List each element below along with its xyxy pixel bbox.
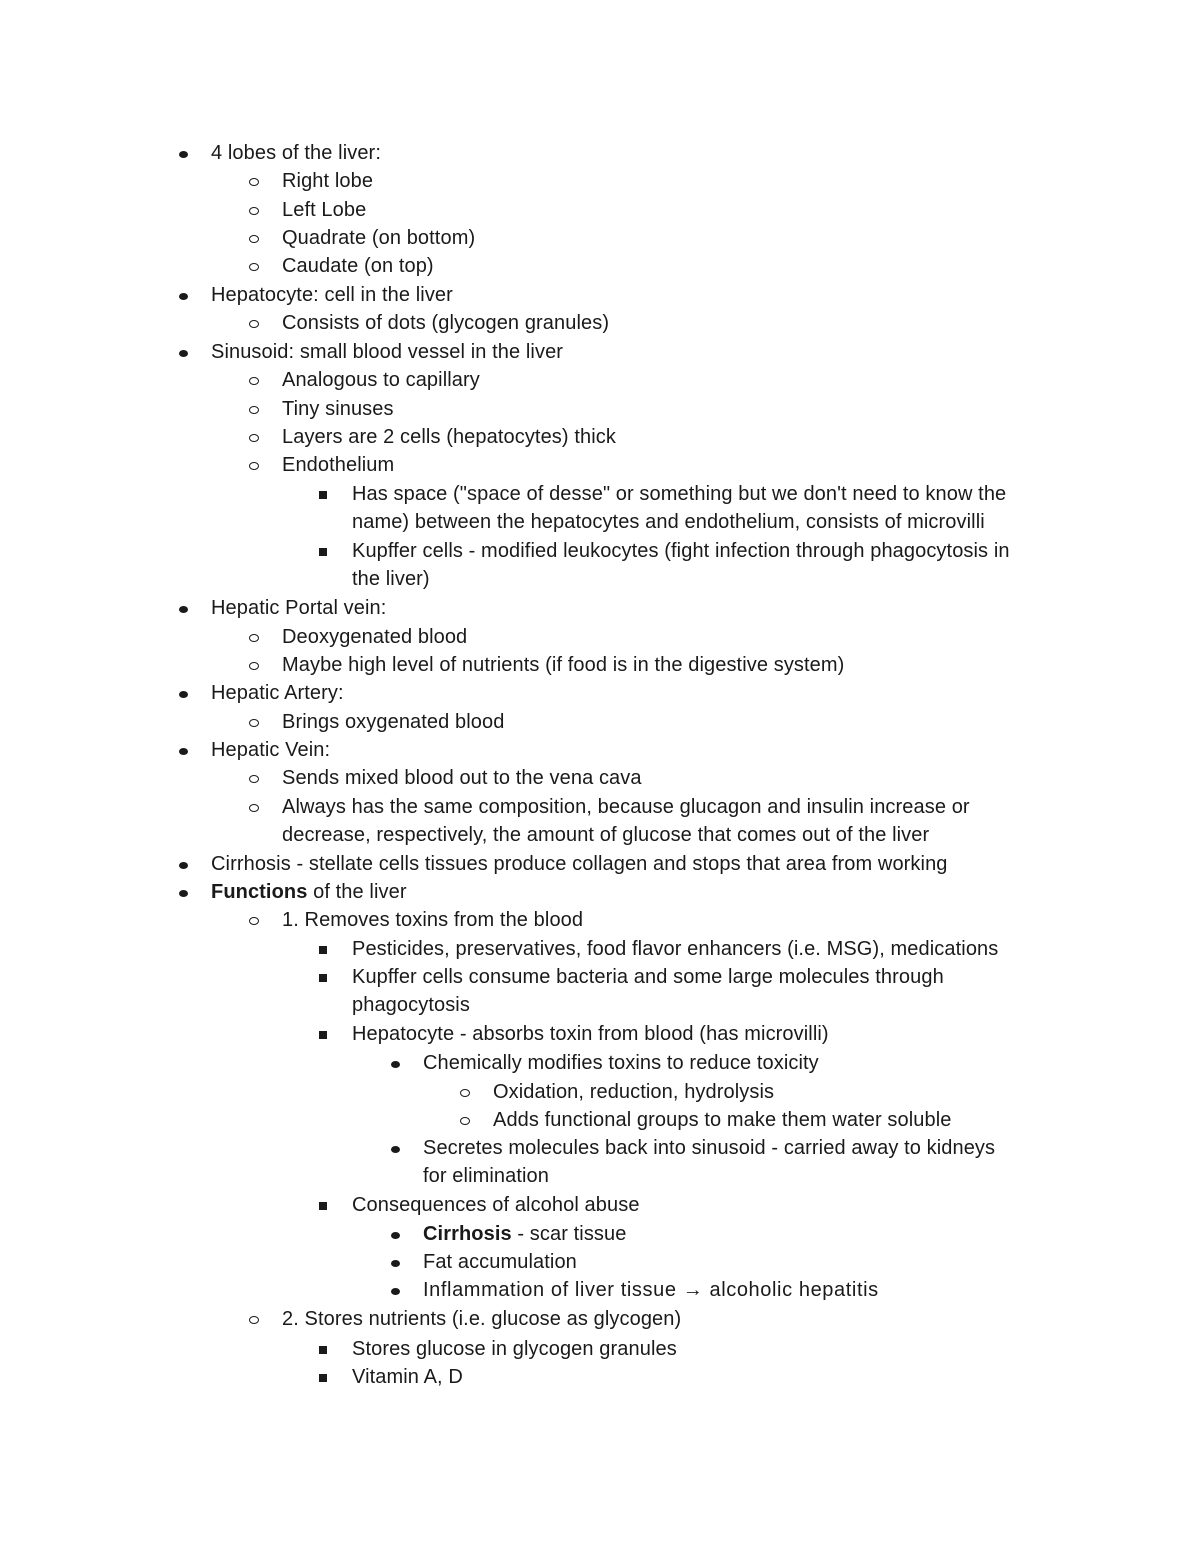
bullet-circle [249, 804, 259, 812]
list-item: Consequences of alcohol abuse [352, 1194, 640, 1216]
list-item-continuation: the liver) [352, 568, 430, 590]
list-item: Inflammation of liver tissue → alcoholic hepatitis [423, 1279, 879, 1301]
list-item: Left Lobe [282, 199, 367, 221]
list-item: Cirrhosis - stellate cells tissues produce collagen and stops that area from working [211, 853, 948, 875]
list-item: Kupffer cells consume bacteria and some large molecules through [352, 966, 944, 988]
bullet-circle [249, 377, 259, 385]
bullet-dot [179, 293, 188, 300]
list-item: Always has the same composition, because glucagon and insulin increase or [282, 796, 970, 818]
list-item: Hepatic Artery: [211, 682, 344, 704]
bullet-square [319, 1346, 327, 1354]
list-item-continuation: for elimination [423, 1165, 550, 1187]
list-item-text: - scar tissue [511, 1223, 627, 1245]
bullet-circle [249, 775, 259, 783]
bullet-dot [391, 1061, 400, 1068]
bold-heading: Functions [211, 881, 308, 903]
bullet-square [319, 548, 327, 556]
list-item: Vitamin A, D [352, 1366, 463, 1388]
bullet-dot [391, 1288, 400, 1295]
list-item: Hepatocyte - absorbs toxin from blood (has microvilli) [352, 1023, 829, 1045]
bullet-dot [391, 1232, 400, 1239]
list-item: Oxidation, reduction, hydrolysis [493, 1081, 775, 1103]
list-item: Tiny sinuses [282, 398, 394, 420]
list-item: Maybe high level of nutrients (if food is in the digestive system) [282, 654, 845, 676]
bullet-circle [249, 917, 259, 925]
bullet-circle [249, 263, 259, 271]
bullet-dot [179, 151, 188, 158]
list-item: 2. Stores nutrients (i.e. glucose as glycogen) [282, 1308, 682, 1330]
bullet-circle [249, 434, 259, 442]
list-item: Chemically modifies toxins to reduce toxicity [423, 1052, 819, 1074]
list-item: Quadrate (on bottom) [282, 227, 476, 249]
bullet-square [319, 491, 327, 499]
bullet-circle [460, 1117, 470, 1125]
list-item: Consists of dots (glycogen granules) [282, 312, 610, 334]
bullet-square [319, 1202, 327, 1210]
list-item: Fat accumulation [423, 1251, 577, 1273]
list-item-continuation: name) between the hepatocytes and endothelium, consists of microvilli [352, 511, 985, 533]
bullet-square [319, 1031, 327, 1039]
bullet-square [319, 1374, 327, 1382]
bullet-circle [249, 719, 259, 727]
bullet-circle [249, 178, 259, 186]
bullet-dot [179, 606, 188, 613]
list-item: Secretes molecules back into sinusoid - carried away to kidneys [423, 1137, 996, 1159]
bullet-dot [179, 862, 188, 869]
list-item: Pesticides, preservatives, food flavor enhancers (i.e. MSG), medications [352, 938, 999, 960]
list-item: Has space ("space of desse" or something but we don't need to know the [352, 483, 1007, 505]
list-item: 1. Removes toxins from the blood [282, 909, 584, 931]
list-item: Deoxygenated blood [282, 626, 468, 648]
list-item: Analogous to capillary [282, 369, 480, 391]
list-item: Sinusoid: small blood vessel in the liver [211, 341, 564, 363]
list-item: Sends mixed blood out to the vena cava [282, 767, 642, 789]
list-item-continuation: decrease, respectively, the amount of glucose that comes out of the liver [282, 824, 930, 846]
list-item: Stores glucose in glycogen granules [352, 1338, 677, 1360]
list-item: Brings oxygenated blood [282, 711, 505, 733]
bullet-circle [460, 1089, 470, 1097]
bullet-circle [249, 462, 259, 470]
list-item: Kupffer cells - modified leukocytes (fight infection through phagocytosis in [352, 540, 1010, 562]
bullet-circle [249, 207, 259, 215]
bullet-dot [179, 748, 188, 755]
list-item: Right lobe [282, 170, 374, 192]
list-item: Hepatic Vein: [211, 739, 331, 761]
bullet-dot [391, 1146, 400, 1153]
list-item: Caudate (on top) [282, 255, 434, 277]
bullet-square [319, 974, 327, 982]
list-item: Adds functional groups to make them water soluble [493, 1109, 952, 1131]
bullet-dot [179, 890, 188, 897]
list-item: Hepatocyte: cell in the liver [211, 284, 453, 306]
list-item: Endothelium [282, 454, 395, 476]
bold-term: Cirrhosis [423, 1223, 512, 1245]
list-item: 4 lobes of the liver: [211, 142, 381, 164]
bullet-circle [249, 235, 259, 243]
bullet-circle [249, 1316, 259, 1324]
list-item [423, 1220, 626, 1248]
bullet-dot [179, 691, 188, 698]
bullet-square [319, 946, 327, 954]
bullet-circle [249, 406, 259, 414]
list-item: Hepatic Portal vein: [211, 597, 387, 619]
list-item [211, 878, 407, 906]
list-item-text: of the liver [307, 881, 407, 903]
bullet-circle [249, 662, 259, 670]
list-item-continuation: phagocytosis [352, 994, 470, 1016]
bullet-circle [249, 320, 259, 328]
list-item: Layers are 2 cells (hepatocytes) thick [282, 426, 616, 448]
bullet-dot [391, 1260, 400, 1267]
bullet-dot [179, 350, 188, 357]
bullet-circle [249, 634, 259, 642]
